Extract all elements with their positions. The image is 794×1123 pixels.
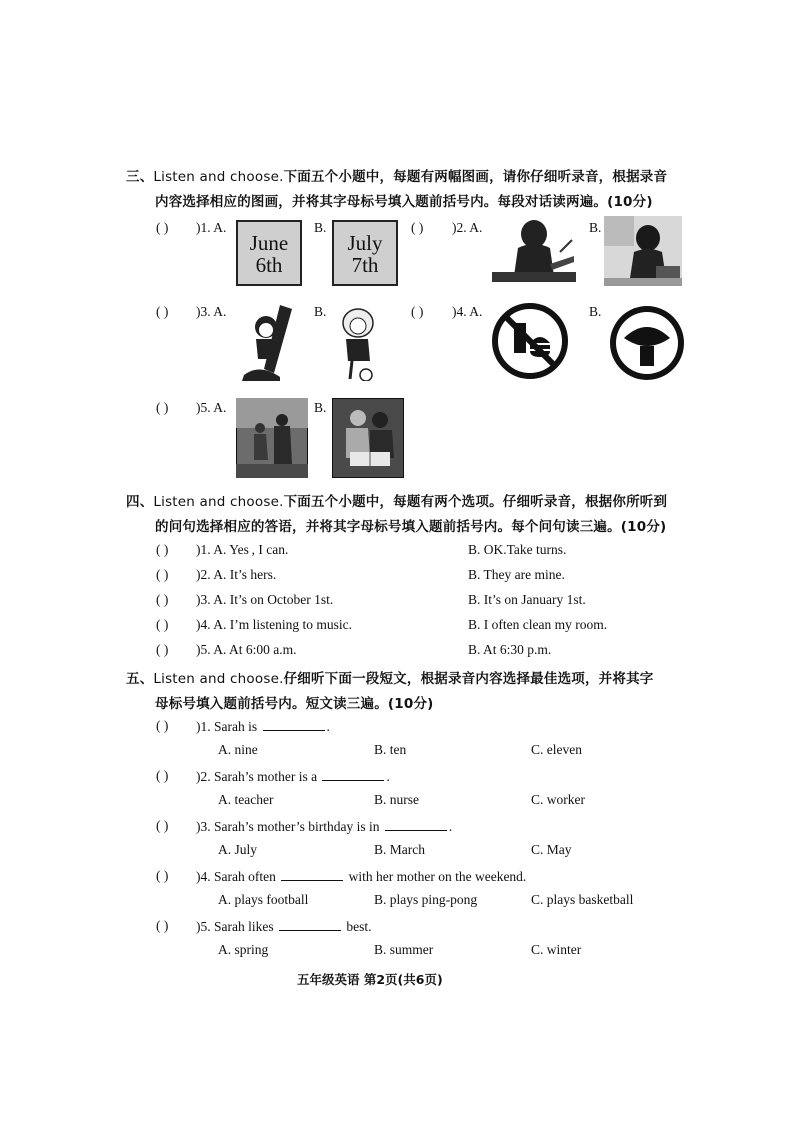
section5-number: 五、 bbox=[126, 671, 154, 687]
girl-with-ball-image bbox=[336, 303, 384, 381]
option-b: B. ten bbox=[374, 742, 407, 757]
section4-q3: )3. A. It’s on October 1st. bbox=[196, 592, 334, 607]
option-b: B. March bbox=[374, 842, 425, 857]
section4-title-line1 bbox=[126, 490, 667, 510]
section4-title-line2: 的问句选择相应的答语，并将其字母标号填入题前括号内。每个问句读三遍。(10分) bbox=[155, 519, 667, 535]
option-b: B. summer bbox=[374, 942, 434, 957]
fill-blank[interactable] bbox=[279, 918, 341, 931]
section4-q4-option-b: B. I often clean my room. bbox=[468, 617, 608, 632]
answer-bracket[interactable]: ( ) bbox=[156, 220, 169, 235]
answer-bracket[interactable]: ( ) bbox=[156, 768, 169, 783]
date-card-month: June bbox=[249, 231, 289, 255]
question-number: )4. A. bbox=[452, 304, 483, 319]
section5-title-line2: 母标号填入题前括号内。短文读三遍。(10分) bbox=[155, 696, 434, 712]
section4-q1-option-b: B. OK.Take turns. bbox=[468, 542, 567, 557]
section4-q3-option-b: B. It’s on January 1st. bbox=[468, 592, 586, 607]
question-stem: )3. Sarah’s mother’s birthday is in bbox=[196, 819, 380, 834]
section5-title-en: Listen and choose. bbox=[153, 671, 284, 687]
option-b-label: B. bbox=[589, 304, 602, 319]
answer-bracket[interactable]: ( ) bbox=[156, 592, 169, 607]
question-stem-end: best. bbox=[346, 919, 372, 934]
section4-number: 四、 bbox=[126, 494, 154, 510]
boy-climbing-image bbox=[240, 303, 302, 381]
question-stem-end: . bbox=[448, 819, 453, 834]
boy-at-chess-image bbox=[604, 216, 682, 286]
option-a: A. spring bbox=[218, 942, 269, 957]
fill-blank[interactable] bbox=[281, 868, 343, 881]
answer-bracket[interactable]: ( ) bbox=[156, 400, 169, 415]
answer-bracket[interactable]: ( ) bbox=[156, 718, 169, 733]
section5-q2 bbox=[196, 768, 390, 785]
option-b-label: B. bbox=[314, 400, 327, 415]
question-stem: )4. Sarah often bbox=[196, 869, 276, 884]
option-a: A. teacher bbox=[218, 792, 274, 807]
question-number: )1. A. bbox=[196, 220, 227, 235]
question-number: )2. A. bbox=[452, 220, 483, 235]
section3-title-line1 bbox=[126, 165, 667, 185]
section5-title-line1 bbox=[126, 667, 653, 687]
answer-bracket[interactable]: ( ) bbox=[411, 304, 424, 319]
answer-bracket[interactable]: ( ) bbox=[156, 918, 169, 933]
answer-bracket[interactable]: ( ) bbox=[156, 868, 169, 883]
option-a: A. plays football bbox=[218, 892, 309, 907]
answer-bracket[interactable]: ( ) bbox=[411, 220, 424, 235]
question-number: )5. A. bbox=[196, 400, 227, 415]
question-stem: )2. Sarah’s mother is a bbox=[196, 769, 318, 784]
section5-q3 bbox=[196, 818, 452, 835]
answer-bracket[interactable]: ( ) bbox=[156, 617, 169, 632]
answer-bracket[interactable]: ( ) bbox=[156, 818, 169, 833]
question-stem-end: with her mother on the weekend. bbox=[348, 869, 527, 884]
question-stem: )5. Sarah likes bbox=[196, 919, 274, 934]
fill-blank[interactable] bbox=[322, 768, 384, 781]
section5-q1 bbox=[196, 718, 330, 735]
date-card-month: July bbox=[347, 231, 383, 255]
section4-q5-option-b: B. At 6:30 p.m. bbox=[468, 642, 552, 657]
option-a: A. July bbox=[218, 842, 258, 857]
question-number: )3. A. bbox=[196, 304, 227, 319]
boy-playing-instrument-image bbox=[490, 216, 578, 286]
fill-blank[interactable] bbox=[263, 718, 325, 731]
option-b-label: B. bbox=[314, 220, 327, 235]
section4-q5: )5. A. At 6:00 a.m. bbox=[196, 642, 297, 657]
section3-number: 三、 bbox=[126, 169, 154, 185]
section4-title-cn: 下面五个小题中，每题有两个选项。仔细听录音，根据你所听到 bbox=[283, 494, 668, 510]
section3-title-line2: 内容选择相应的图画，并将其字母标号填入题前括号内。每段对话读两遍。(10分) bbox=[155, 194, 653, 210]
section4-q2: )2. A. It’s hers. bbox=[196, 567, 277, 582]
section5-q5 bbox=[196, 918, 371, 935]
date-card-july bbox=[332, 220, 398, 286]
section5-q4 bbox=[196, 868, 526, 885]
option-c: C. worker bbox=[531, 792, 585, 807]
section4-title-en: Listen and choose. bbox=[153, 494, 284, 510]
date-card-day: 6th bbox=[255, 253, 283, 277]
section4-q4: )4. A. I’m listening to music. bbox=[196, 617, 352, 632]
option-c: C. winter bbox=[531, 942, 582, 957]
section4-q1: )1. A. Yes , I can. bbox=[196, 542, 289, 557]
page-footer: 五年级英语 第2页(共6页) bbox=[297, 972, 443, 987]
answer-bracket[interactable]: ( ) bbox=[156, 542, 169, 557]
date-card-june bbox=[236, 220, 302, 286]
section4-q2-option-b: B. They are mine. bbox=[468, 567, 565, 582]
option-b: B. nurse bbox=[374, 792, 419, 807]
option-c: C. eleven bbox=[531, 742, 582, 757]
children-outdoors-image bbox=[236, 398, 308, 478]
question-stem: )1. Sarah is bbox=[196, 719, 258, 734]
answer-bracket[interactable]: ( ) bbox=[156, 567, 169, 582]
option-b-label: B. bbox=[314, 304, 327, 319]
section5-title-cn: 仔细听下面一段短文，根据录音内容选择最佳选项，并将其字 bbox=[283, 671, 654, 687]
question-stem-end: . bbox=[386, 769, 390, 784]
question-stem-end: . bbox=[326, 719, 330, 734]
section3-title-en: Listen and choose. bbox=[153, 169, 284, 185]
date-card-day: 7th bbox=[351, 253, 379, 277]
section3-title-cn: 下面五个小题中，每题有两幅图画，请你仔细听录音，根据录音 bbox=[283, 169, 668, 185]
option-c: C. plays basketball bbox=[531, 892, 634, 907]
fill-blank[interactable] bbox=[385, 818, 447, 831]
no-junk-food-sign-icon bbox=[490, 301, 570, 381]
no-talking-sign-icon bbox=[608, 304, 686, 382]
option-b-label: B. bbox=[589, 220, 602, 235]
answer-bracket[interactable]: ( ) bbox=[156, 642, 169, 657]
option-a: A. nine bbox=[218, 742, 258, 757]
option-c: C. May bbox=[531, 842, 572, 857]
option-b: B. plays ping-pong bbox=[374, 892, 478, 907]
answer-bracket[interactable]: ( ) bbox=[156, 304, 169, 319]
children-reading-image bbox=[332, 398, 404, 478]
